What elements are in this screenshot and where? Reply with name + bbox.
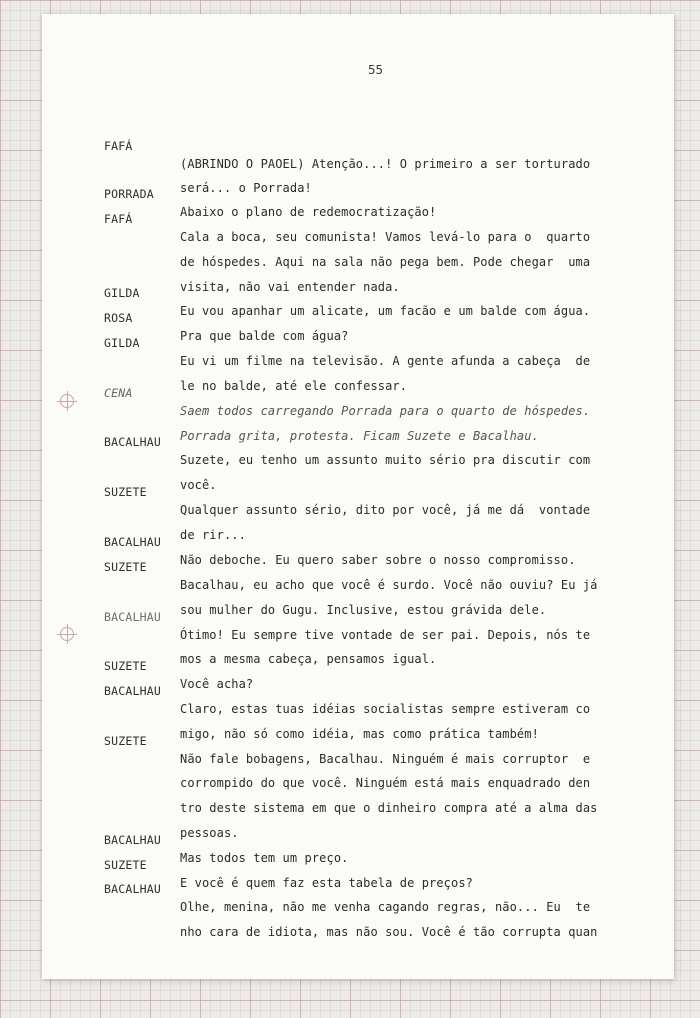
dialogue-text: tro deste sistema em que o dinheiro compra até a alma das xyxy=(180,801,598,815)
dialogue-text: Ótimo! Eu sempre tive vontade de ser pai. Depois, nós te xyxy=(180,628,591,642)
dialogue-text: de rir... xyxy=(180,528,246,542)
speaker-name: BACALHAU xyxy=(104,535,161,549)
dialogue-text: de hóspedes. Aqui na sala não pega bem. Pode chegar uma xyxy=(180,255,591,269)
dialogue-line xyxy=(42,465,591,517)
dialogue-text: será... o Porrada! xyxy=(180,181,312,195)
speaker-name: GILDA xyxy=(104,286,140,300)
dialogue-text: Bacalhau, eu acho que você é surdo. Você não ouviu? Eu já xyxy=(180,578,598,592)
dialogue-text: mos a mesma cabeça, pensamos igual. xyxy=(180,652,437,666)
dialogue-text: migo, não só como idéia, mas como prática também! xyxy=(180,727,539,741)
speaker-name: BACALHAU xyxy=(104,882,161,896)
dialogue-text: Eu vi um filme na televisão. A gente afunda a cabeça de xyxy=(180,354,591,368)
stage-direction-label: CENA xyxy=(104,386,133,400)
speaker-name: FAFÁ xyxy=(104,212,133,226)
speaker-name: FAFÁ xyxy=(104,139,133,153)
dialogue-text: Eu vou apanhar um alicate, um facão e um balde com água. xyxy=(180,304,591,318)
dialogue-text: Não fale bobagens, Bacalhau. Ninguém é mais corruptor e xyxy=(180,752,591,766)
speaker-name: BACALHAU xyxy=(104,610,161,624)
speaker-name: PORRADA xyxy=(104,187,154,201)
dialogue-text: Suzete, eu tenho um assunto muito sério pra discutir com xyxy=(180,453,591,467)
dialogue-text: Claro, estas tuas idéias socialistas sempre estiveram co xyxy=(180,702,591,716)
speaker-name: BACALHAU xyxy=(104,435,161,449)
speaker-name: SUZETE xyxy=(104,560,147,574)
dialogue-text: Pra que balde com água? xyxy=(180,329,349,343)
dialogue-text: E você é quem faz esta tabela de preços? xyxy=(180,876,473,890)
dialogue-text: Cala a boca, seu comunista! Vamos levá-lo para o quarto xyxy=(180,230,591,244)
typed-script-page xyxy=(42,14,674,979)
dialogue-text: nho cara de idiota, mas não sou. Você é tão corrupta quan xyxy=(180,925,598,939)
speaker-name: SUZETE xyxy=(104,734,147,748)
dialogue-text: visita, não vai entender nada. xyxy=(180,280,400,294)
dialogue-text: Não deboche. Eu quero saber sobre o nosso compromisso. xyxy=(180,553,576,567)
speaker-name: SUZETE xyxy=(104,858,147,872)
dialogue-text: Qualquer assunto sério, dito por você, já me dá vontade xyxy=(180,503,591,517)
page-number: 55 xyxy=(368,62,384,77)
speaker-name: BACALHAU xyxy=(104,684,161,698)
dialogue-text: pessoas. xyxy=(180,826,239,840)
speaker-name: SUZETE xyxy=(104,485,147,499)
stage-direction-text: Saem todos carregando Porrada para o quarto de hóspedes. xyxy=(180,404,591,418)
dialogue-text: Você acha? xyxy=(180,677,254,691)
dialogue-text: Mas todos tem um preço. xyxy=(180,851,349,865)
dialogue-text: corrompido do que você. Ninguém está mais enquadrado den xyxy=(180,776,591,790)
dialogue-text: (ABRINDO O PAOEL) Atenção...! O primeiro a ser torturado xyxy=(180,157,591,171)
speaker-name: ROSA xyxy=(104,311,133,325)
dialogue-text: sou mulher do Gugu. Inclusive, estou grávida dele. xyxy=(180,603,547,617)
speaker-name: BACALHAU xyxy=(104,833,161,847)
dialogue-line xyxy=(42,119,591,171)
stage-direction-text: Porrada grita, protesta. Ficam Suzete e Bacalhau. xyxy=(180,429,539,443)
dialogue-text: Abaixo o plano de redemocratização! xyxy=(180,205,437,219)
dialogue-text: Olhe, menina, não me venha cagando regras, não... Eu te xyxy=(180,900,591,914)
dialogue-text: le no balde, até ele confessar. xyxy=(180,379,408,393)
dialogue-text: você. xyxy=(180,478,217,492)
speaker-name: SUZETE xyxy=(104,659,147,673)
speaker-name: GILDA xyxy=(104,336,140,350)
